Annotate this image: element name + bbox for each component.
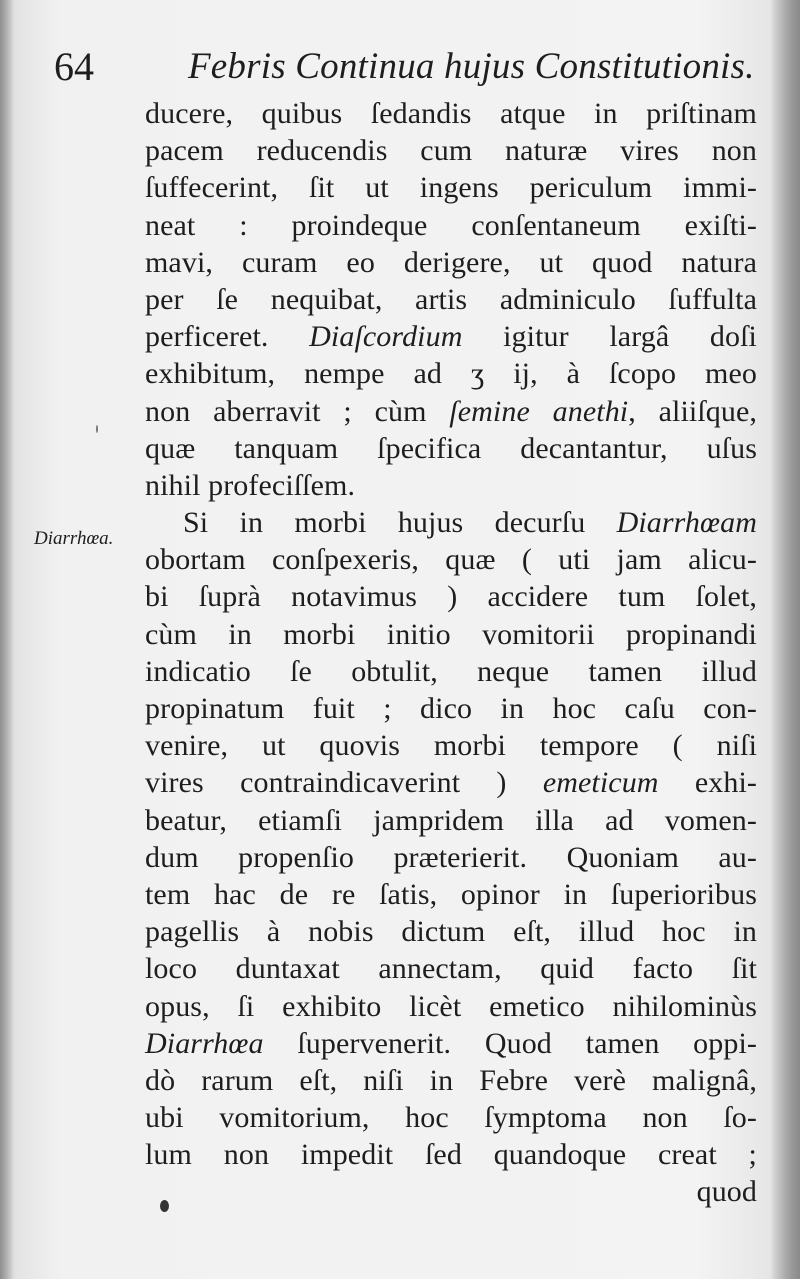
text-line: loco duntaxat annectam, quid facto ſit	[145, 952, 757, 986]
text-line: bi ſuprà notavimus ) accidere tum ſolet,	[145, 580, 757, 614]
text-line: venire, ut quovis morbi tempore ( niſi	[145, 729, 757, 763]
text-line: dum propenſio præterierit. Quoniam au-	[145, 840, 757, 874]
text-line: perficeret. Diaſcordium igitur largâ doſi	[145, 320, 757, 354]
text-line: propinatum fuit ; dico in hoc caſu con-	[145, 692, 757, 725]
text-line: obortam conſpexeris, quæ ( uti jam alicu-	[145, 543, 757, 577]
text-line: beatur, etiamſi jampridem illa ad vomen-	[145, 803, 757, 837]
text-line: neat : proindeque conſentaneum exiſti-	[145, 208, 757, 242]
text-line: ubi vomitorium, hoc ſymptoma non ſo-	[145, 1101, 757, 1135]
text-line: Diarrhœa ſupervenerit. Quod tamen oppi-	[145, 1026, 757, 1060]
italic-term: ſemine anethi	[449, 394, 629, 428]
marginal-note: Diarrhœa.	[34, 528, 114, 549]
text-line: vires contraindicaverint ) emeticum exhi-	[145, 766, 757, 800]
text-line: non aberravit ; cùm ſemine anethi, aliiſque,	[145, 394, 757, 428]
text-line: dò rarum eſt, niſi in Febre verè malignâ,	[145, 1063, 757, 1097]
binding-shadow	[0, 0, 14, 1279]
text-line: per ſe nequibat, artis adminiculo ſuffulta	[145, 282, 757, 316]
running-title: Febris Continua hujus Constitutionis.	[188, 46, 755, 87]
text-line: nihil profeciſſem.	[145, 468, 356, 502]
page-edge-shadow	[770, 0, 800, 1279]
text-line: pacem reducendis cum naturæ vires non	[145, 134, 757, 168]
ink-speck	[160, 1200, 169, 1212]
text-line: exhibitum, nempe ad ʒ ij, à ſcopo meo	[145, 357, 757, 391]
ink-speck	[96, 425, 98, 433]
body-text	[145, 95, 757, 1211]
text-line: Si in morbi hujus decurſu Diarrhœam	[183, 506, 757, 540]
catchword: quod	[696, 1175, 757, 1209]
text-line: ſuffecerint, ſit ut ingens periculum immi-	[145, 171, 757, 205]
text-line: quæ tanquam ſpecifica decantantur, uſus	[145, 431, 757, 465]
text-line: lum non impedit ſed quandoque creat ;	[145, 1138, 757, 1172]
italic-term: Diarrhœam	[616, 506, 757, 540]
text-line: cùm in morbi initio vomitorii propinandi	[145, 617, 757, 651]
text-line: tem hac de re ſatis, opinor in ſuperioribus	[145, 877, 757, 911]
text-line: ducere, quibus ſedandis atque in priſtinam	[145, 97, 757, 130]
italic-term: Diaſcordium	[309, 320, 463, 354]
text-line: pagellis à nobis dictum eſt, illud hoc in	[145, 915, 757, 949]
italic-term: Diarrhœa	[145, 1026, 264, 1060]
italic-term: emeticum	[542, 766, 659, 800]
text-line: indicatio ſe obtulit, neque tamen illud	[145, 654, 757, 688]
text-line: opus, ſi exhibito licèt emetico nihilominùs	[145, 989, 757, 1023]
text-line: mavi, curam eo derigere, ut quod natura	[145, 245, 757, 279]
page-number: 64	[54, 44, 94, 89]
